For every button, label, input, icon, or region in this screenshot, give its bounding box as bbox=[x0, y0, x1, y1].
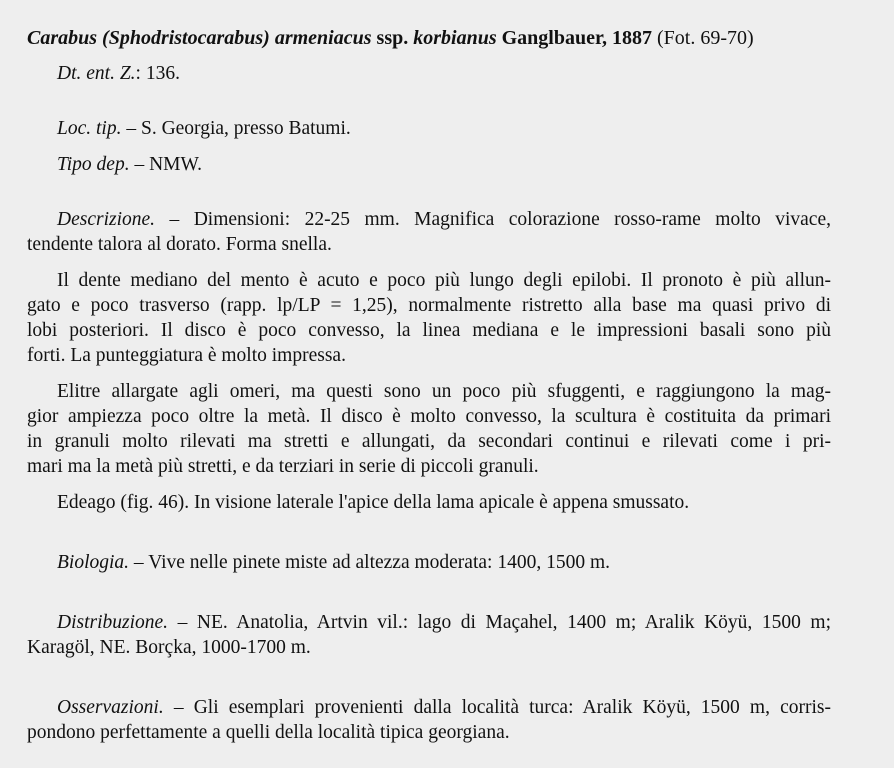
citation-label: Dt. ent. Z. bbox=[57, 63, 136, 84]
paragraph-mento-line: lobi posteriori. Il disco è poco convesso, la linea mediana e le impressioni basali sono più bbox=[27, 320, 831, 341]
observations-label: Osservazioni. bbox=[57, 697, 164, 718]
biology bbox=[57, 551, 610, 575]
citation bbox=[57, 62, 180, 86]
paragraph-elitre-line: mari ma la metà più stretti, e da terziari in serie di piccoli granuli. bbox=[27, 456, 539, 477]
type-locality-value: – S. Georgia, presso Batumi. bbox=[121, 118, 351, 139]
biology-label: Biologia. bbox=[57, 552, 130, 573]
type-locality bbox=[57, 117, 351, 141]
description-label: Descrizione. bbox=[57, 209, 156, 230]
genus-name: Carabus bbox=[27, 27, 98, 49]
author-year: Ganglbauer, 1887 bbox=[501, 27, 653, 49]
paragraph-elitre-line: gior ampiezza poco oltre la metà. Il disco è molto convesso, la scultura è costituita da primari bbox=[27, 406, 831, 427]
species-heading bbox=[27, 26, 754, 50]
paragraph-mento-line: gato e poco trasverso (rapp. lp/LP = 1,25), normalmente ristretto alla base ma quasi privo di bbox=[27, 295, 831, 316]
type-deposit-label: Tipo dep. bbox=[57, 154, 130, 175]
biology-value: – Vive nelle pinete miste ad altezza moderata: 1400, 1500 m. bbox=[129, 552, 610, 573]
observations-line-1: Osservazioni. – Gli esemplari provenienti dalla località turca: Aralik Köyü, 1500 m, corris- bbox=[57, 697, 831, 718]
paragraph-elitre-line: Elitre allargate agli omeri, ma questi sono un poco più sfuggenti, e raggiungono la mag- bbox=[57, 381, 831, 402]
type-deposit bbox=[57, 153, 202, 177]
observations-line-2: pondono perfettamente a quelli della località tipica georgiana. bbox=[27, 722, 510, 743]
ssp-label: ssp. bbox=[376, 27, 409, 49]
description-line-1: Descrizione. – Dimensioni: 22-25 mm. Magnifica colorazione rosso-rame molto vivace, bbox=[57, 209, 831, 230]
paragraph-mento-line: forti. La punteggiatura è molto impressa. bbox=[27, 345, 346, 366]
paragraph-mento-line: Il dente mediano del mento è acuto e poco più lungo degli epilobi. Il pronoto è più allun- bbox=[57, 270, 831, 291]
subgenus-name: (Sphodristocarabus) bbox=[102, 27, 270, 49]
type-locality-label: Loc. tip. bbox=[57, 118, 122, 139]
description-line-2: tendente talora al dorato. Forma snella. bbox=[27, 234, 332, 255]
distribution-line-2: Karagöl, NE. Borçka, 1000-1700 m. bbox=[27, 637, 311, 658]
type-deposit-value: – NMW. bbox=[129, 154, 203, 175]
photo-reference: (Fot. 69-70) bbox=[657, 27, 754, 49]
citation-value: : 136. bbox=[135, 63, 180, 84]
paragraph-elitre-line: in granuli molto rilevati ma stretti e allungati, da secondari continui e rilevati come i pri- bbox=[27, 431, 831, 452]
species-name: armeniacus bbox=[274, 27, 372, 49]
distribution-line-1: Distribuzione. – NE. Anatolia, Artvin vil.: lago di Maçahel, 1400 m; Aralik Köyü, 1500 m; bbox=[57, 612, 831, 633]
subspecies-name: korbianus bbox=[413, 27, 497, 49]
distribution-label: Distribuzione. bbox=[57, 612, 169, 633]
paragraph-edeago: Edeago (fig. 46). In visione laterale l'apice della lama apicale è appena smussato. bbox=[57, 492, 690, 513]
